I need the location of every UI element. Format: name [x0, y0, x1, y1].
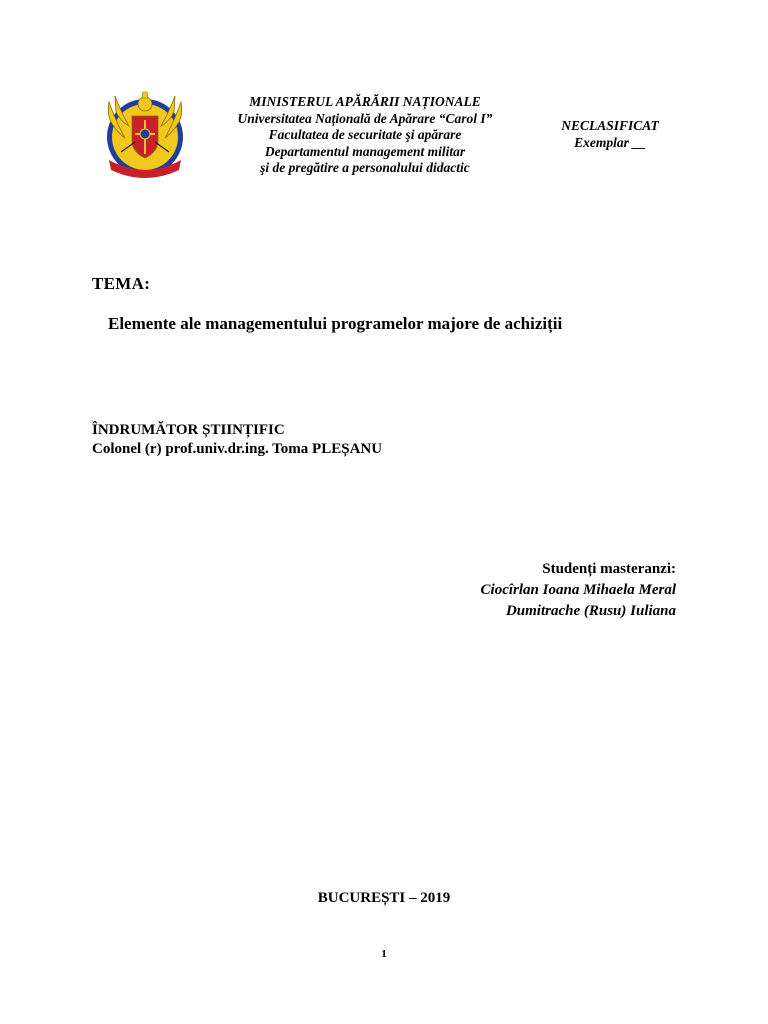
city-year: BUCUREȘTI – 2019	[317, 890, 451, 906]
copy-number: Exemplar __	[574, 134, 646, 150]
advisor-heading: ÎNDRUMĂTOR ȘTIINȚIFIC	[92, 422, 285, 438]
faculty-name: Facultatea de securitate şi apărare	[268, 127, 462, 142]
theme-title: Elemente ale managementului programelor majore de achiziții	[108, 314, 563, 333]
student-name: Dumitrache (Rusu) Iuliana	[505, 603, 676, 619]
page-number: 1	[381, 948, 387, 960]
theme-label: TEMA:	[92, 274, 151, 293]
advisor-block	[92, 421, 382, 459]
institution-header	[200, 94, 530, 177]
classification-label: NECLASIFICAT	[561, 118, 659, 133]
students-block	[481, 559, 676, 622]
advisor-name: Colonel (r) prof.univ.dr.ing. Toma PLEȘANU	[92, 441, 383, 457]
students-heading: Studenți masteranzi:	[542, 561, 676, 577]
department-name-line1: Departamentul management militar	[264, 143, 466, 159]
university-crest-icon	[95, 82, 195, 182]
student-name: Ciocîrlan Ioana Mihaela Meral	[480, 582, 676, 598]
department-name-line2: şi de pregătire a personalului didactic	[260, 160, 470, 175]
university-name: Universitatea Națională de Apărare “Carol I”	[237, 110, 493, 126]
ministry-name: MINISTERUL APĂRĂRII NAȚIONALE	[249, 94, 481, 109]
classification-block	[540, 118, 680, 151]
